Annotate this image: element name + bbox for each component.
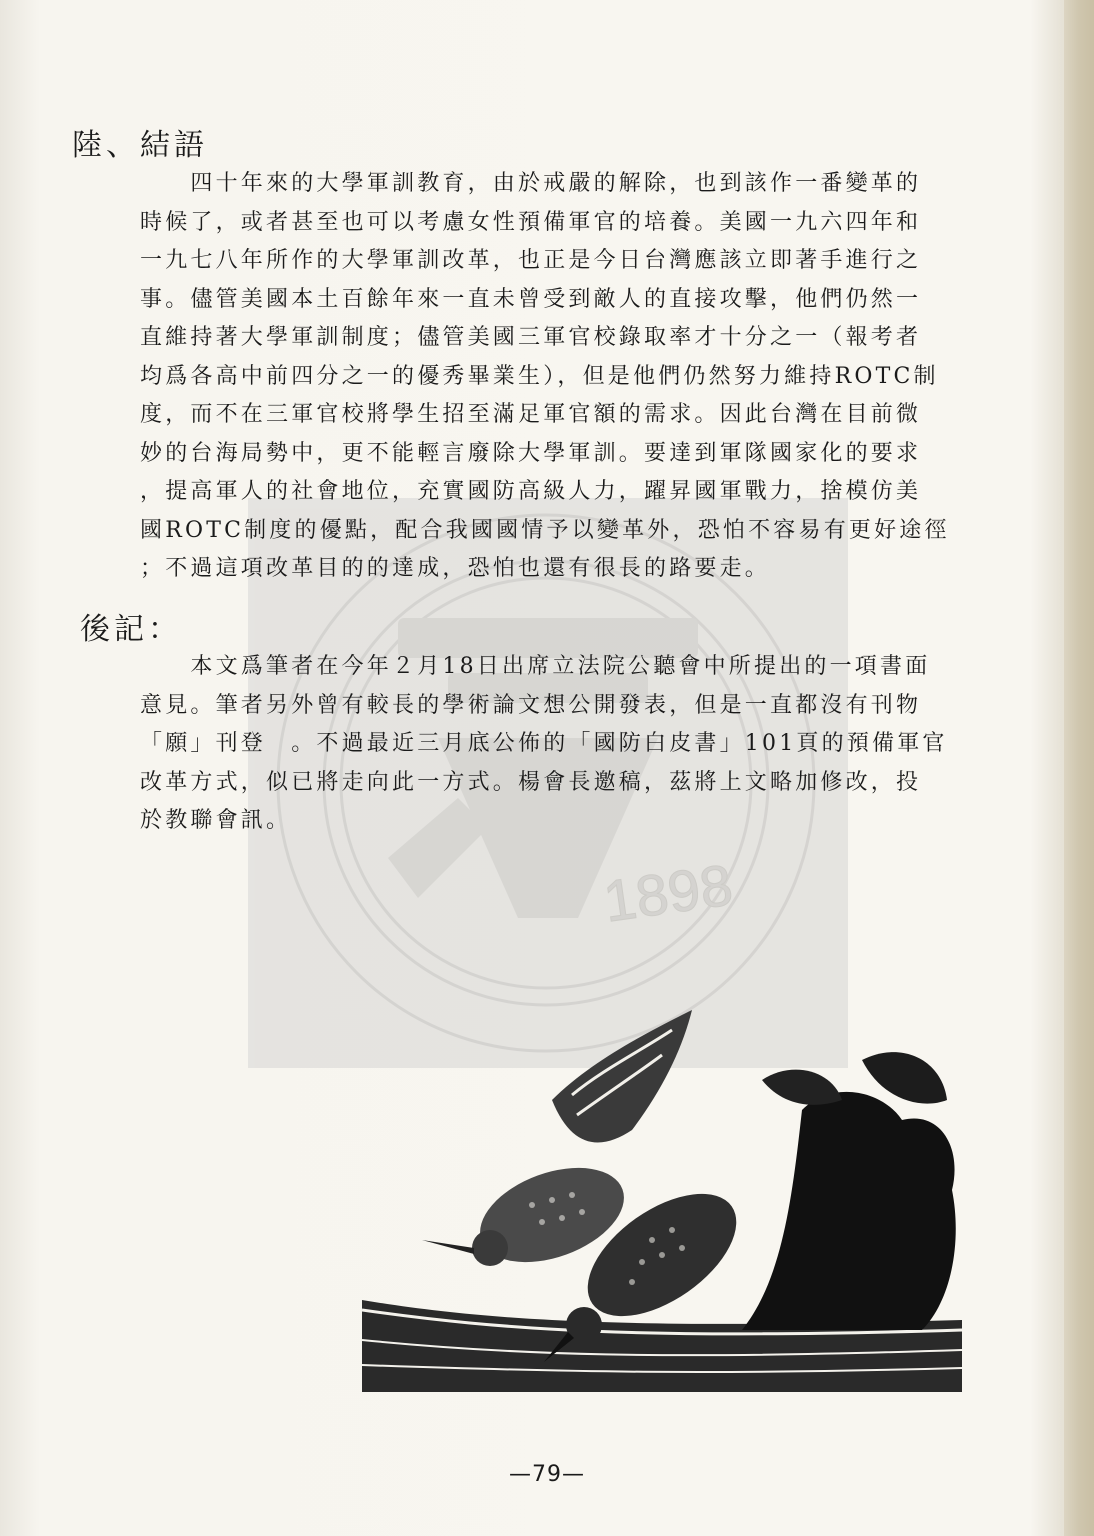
book-page-edge bbox=[1064, 0, 1094, 1536]
text-line: 一九七八年所作的大學軍訓改革，也正是今日台灣應該立即著手進行之 bbox=[140, 248, 922, 273]
text-line: ，提高軍人的社會地位，充實國防高級人力，躍昇國軍戰力，捨模仿美 bbox=[140, 479, 922, 504]
text-line: 「願」刊登 。不過最近三月底公佈的「國防白皮書」101頁的預備軍官 bbox=[140, 731, 948, 756]
text-line: 於教聯會訊。 bbox=[140, 808, 292, 833]
section-heading-postscript: 後記： bbox=[80, 612, 182, 647]
text-line: 均爲各高中前四分之一的優秀畢業生），但是他們仍然努力維持ROTC制 bbox=[140, 363, 939, 389]
text-line: 時候了，或者甚至也可以考慮女性預備軍官的培養。美國一九六四年和 bbox=[140, 209, 922, 235]
text-line: ；不過這項改革目的的達成，恐怕也還有很長的路要走。 bbox=[140, 556, 771, 581]
page-number: —79— bbox=[509, 1462, 585, 1487]
text-line: 四十年來的大學軍訓教育，由於戒嚴的解除，也到該作一番變革的 bbox=[140, 171, 922, 196]
text-line: 事。儘管美國本土百餘年來一直未曾受到敵人的直接攻擊，他們仍然一 bbox=[140, 286, 922, 312]
section-heading-conclusion: 陸、結語 bbox=[72, 128, 208, 163]
watermark-year: 1898 bbox=[599, 852, 737, 935]
text-line: 國ROTC制度的優點，配合我國國情予以變革外，恐怕不容易有更好途徑 bbox=[140, 517, 950, 543]
text-line: 度，而不在三軍官校將學生招至滿足軍官額的需求。因此台灣在目前微 bbox=[140, 402, 922, 427]
text-line: 本文爲筆者在今年２月18日出席立法院公聽會中所提出的一項書面 bbox=[140, 654, 931, 679]
conclusion-paragraph bbox=[140, 165, 950, 589]
text-line: 意見。筆者另外曾有較長的學術論文想公開發表，但是一直都沒有刊物 bbox=[140, 692, 922, 718]
postscript-paragraph bbox=[140, 648, 948, 841]
snipe-birds-illustration-icon bbox=[362, 1000, 962, 1392]
text-line: 直維持著大學軍訓制度；儘管美國三軍官校錄取率才十分之一（報考者 bbox=[140, 325, 922, 350]
text-line: 改革方式，似已將走向此一方式。楊會長邀稿，茲將上文略加修改，投 bbox=[140, 769, 922, 795]
text-line: 妙的台海局勢中，更不能輕言廢除大學軍訓。要達到軍隊國家化的要求 bbox=[140, 440, 922, 466]
